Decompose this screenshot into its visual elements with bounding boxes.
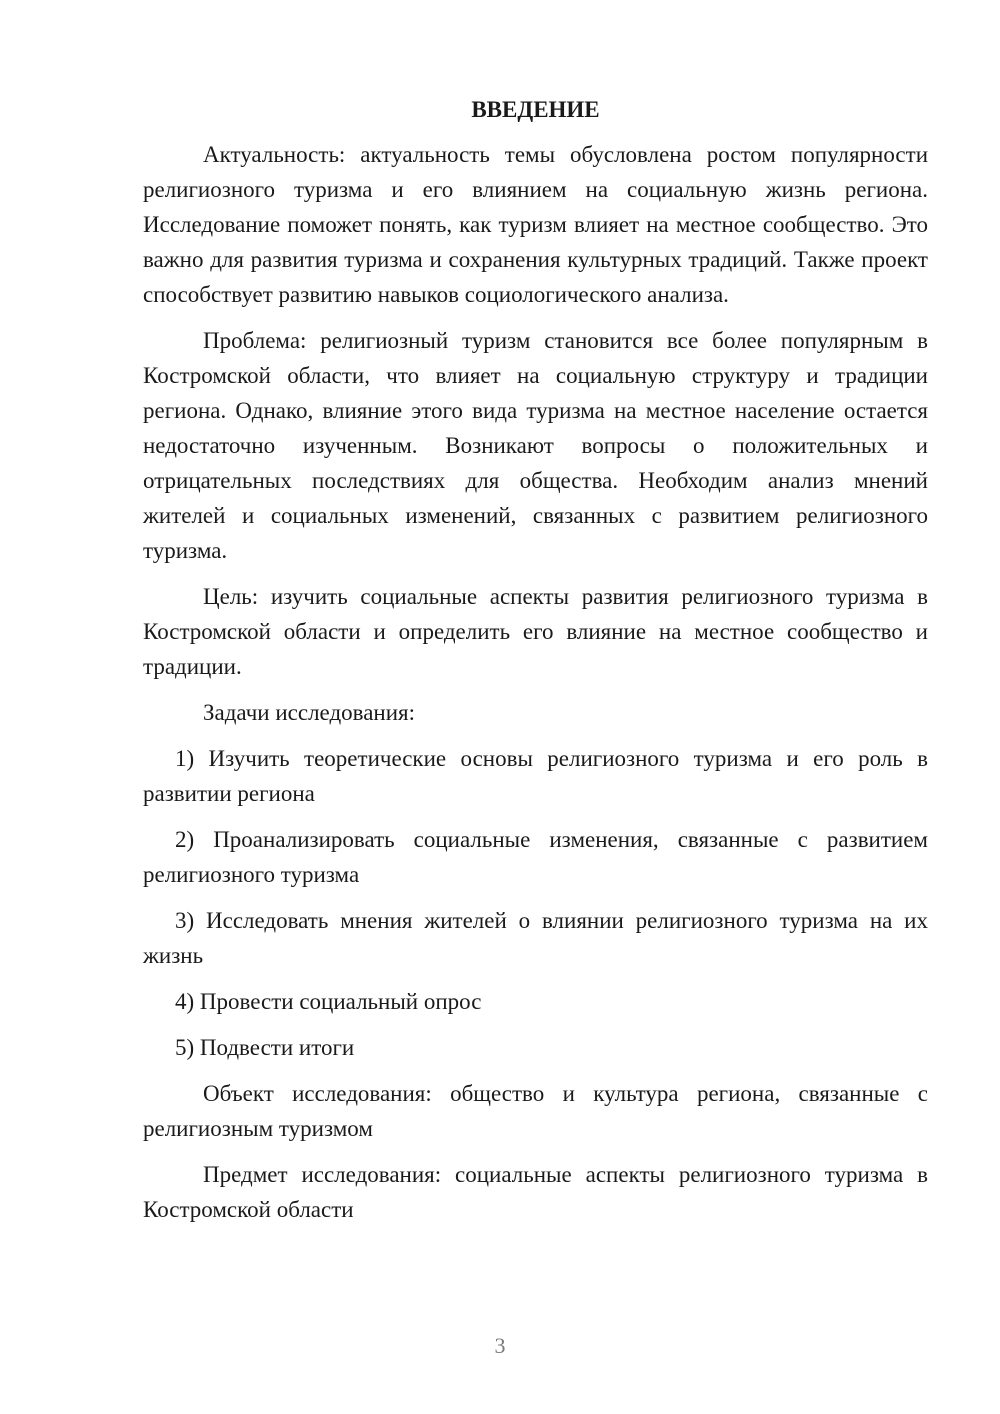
task-item-4: 4) Провести социальный опрос (175, 989, 482, 1014)
object-paragraph: Объект исследования: общество и культура региона, связанные с религиозным туризмом (143, 1081, 928, 1141)
task-item-2: 2) Проанализировать социальные изменения, связанные с развитием религиозного туризма (143, 827, 928, 887)
page-title: ВВЕДЕНИЕ (471, 97, 600, 122)
task-item-1: 1) Изучить теоретические основы религиозного туризма и его роль в развитии региона (143, 746, 928, 806)
tasks-heading: Задачи исследования: (203, 700, 416, 725)
subject-paragraph: Предмет исследования: социальные аспекты религиозного туризма в Костромской области (143, 1162, 928, 1222)
task-item-5: 5) Подвести итоги (175, 1035, 355, 1060)
document-page (143, 92, 928, 1238)
relevance-paragraph: Актуальность: актуальность темы обусловлена ростом популярности религиозного туризма и его влиянием на социальную жизнь региона. Исследование поможет понять, как туризм влияет на местное сообщество. Это важно для развития туризма и сохранения культурных традиций. Также проект способствует развитию навыков социологического анализа. (143, 142, 928, 307)
goal-paragraph: Цель: изучить социальные аспекты развития религиозного туризма в Костромской области и определить его влияние на местное сообщество и традиции. (143, 584, 928, 679)
problem-paragraph: Проблема: религиозный туризм становится все более популярным в Костромской области, что влияет на социальную структуру и традиции региона. Однако, влияние этого вида туризма на местное население остается недостаточно изученным. Возникают вопросы о положительных и отрицательных последствиях для общества. Необходим анализ мнений жителей и социальных изменений, связанных с развитием религиозного туризма. (143, 328, 928, 563)
task-item-3: 3) Исследовать мнения жителей о влиянии религиозного туризма на их жизнь (143, 908, 928, 968)
page-number: 3 (494, 1333, 506, 1358)
